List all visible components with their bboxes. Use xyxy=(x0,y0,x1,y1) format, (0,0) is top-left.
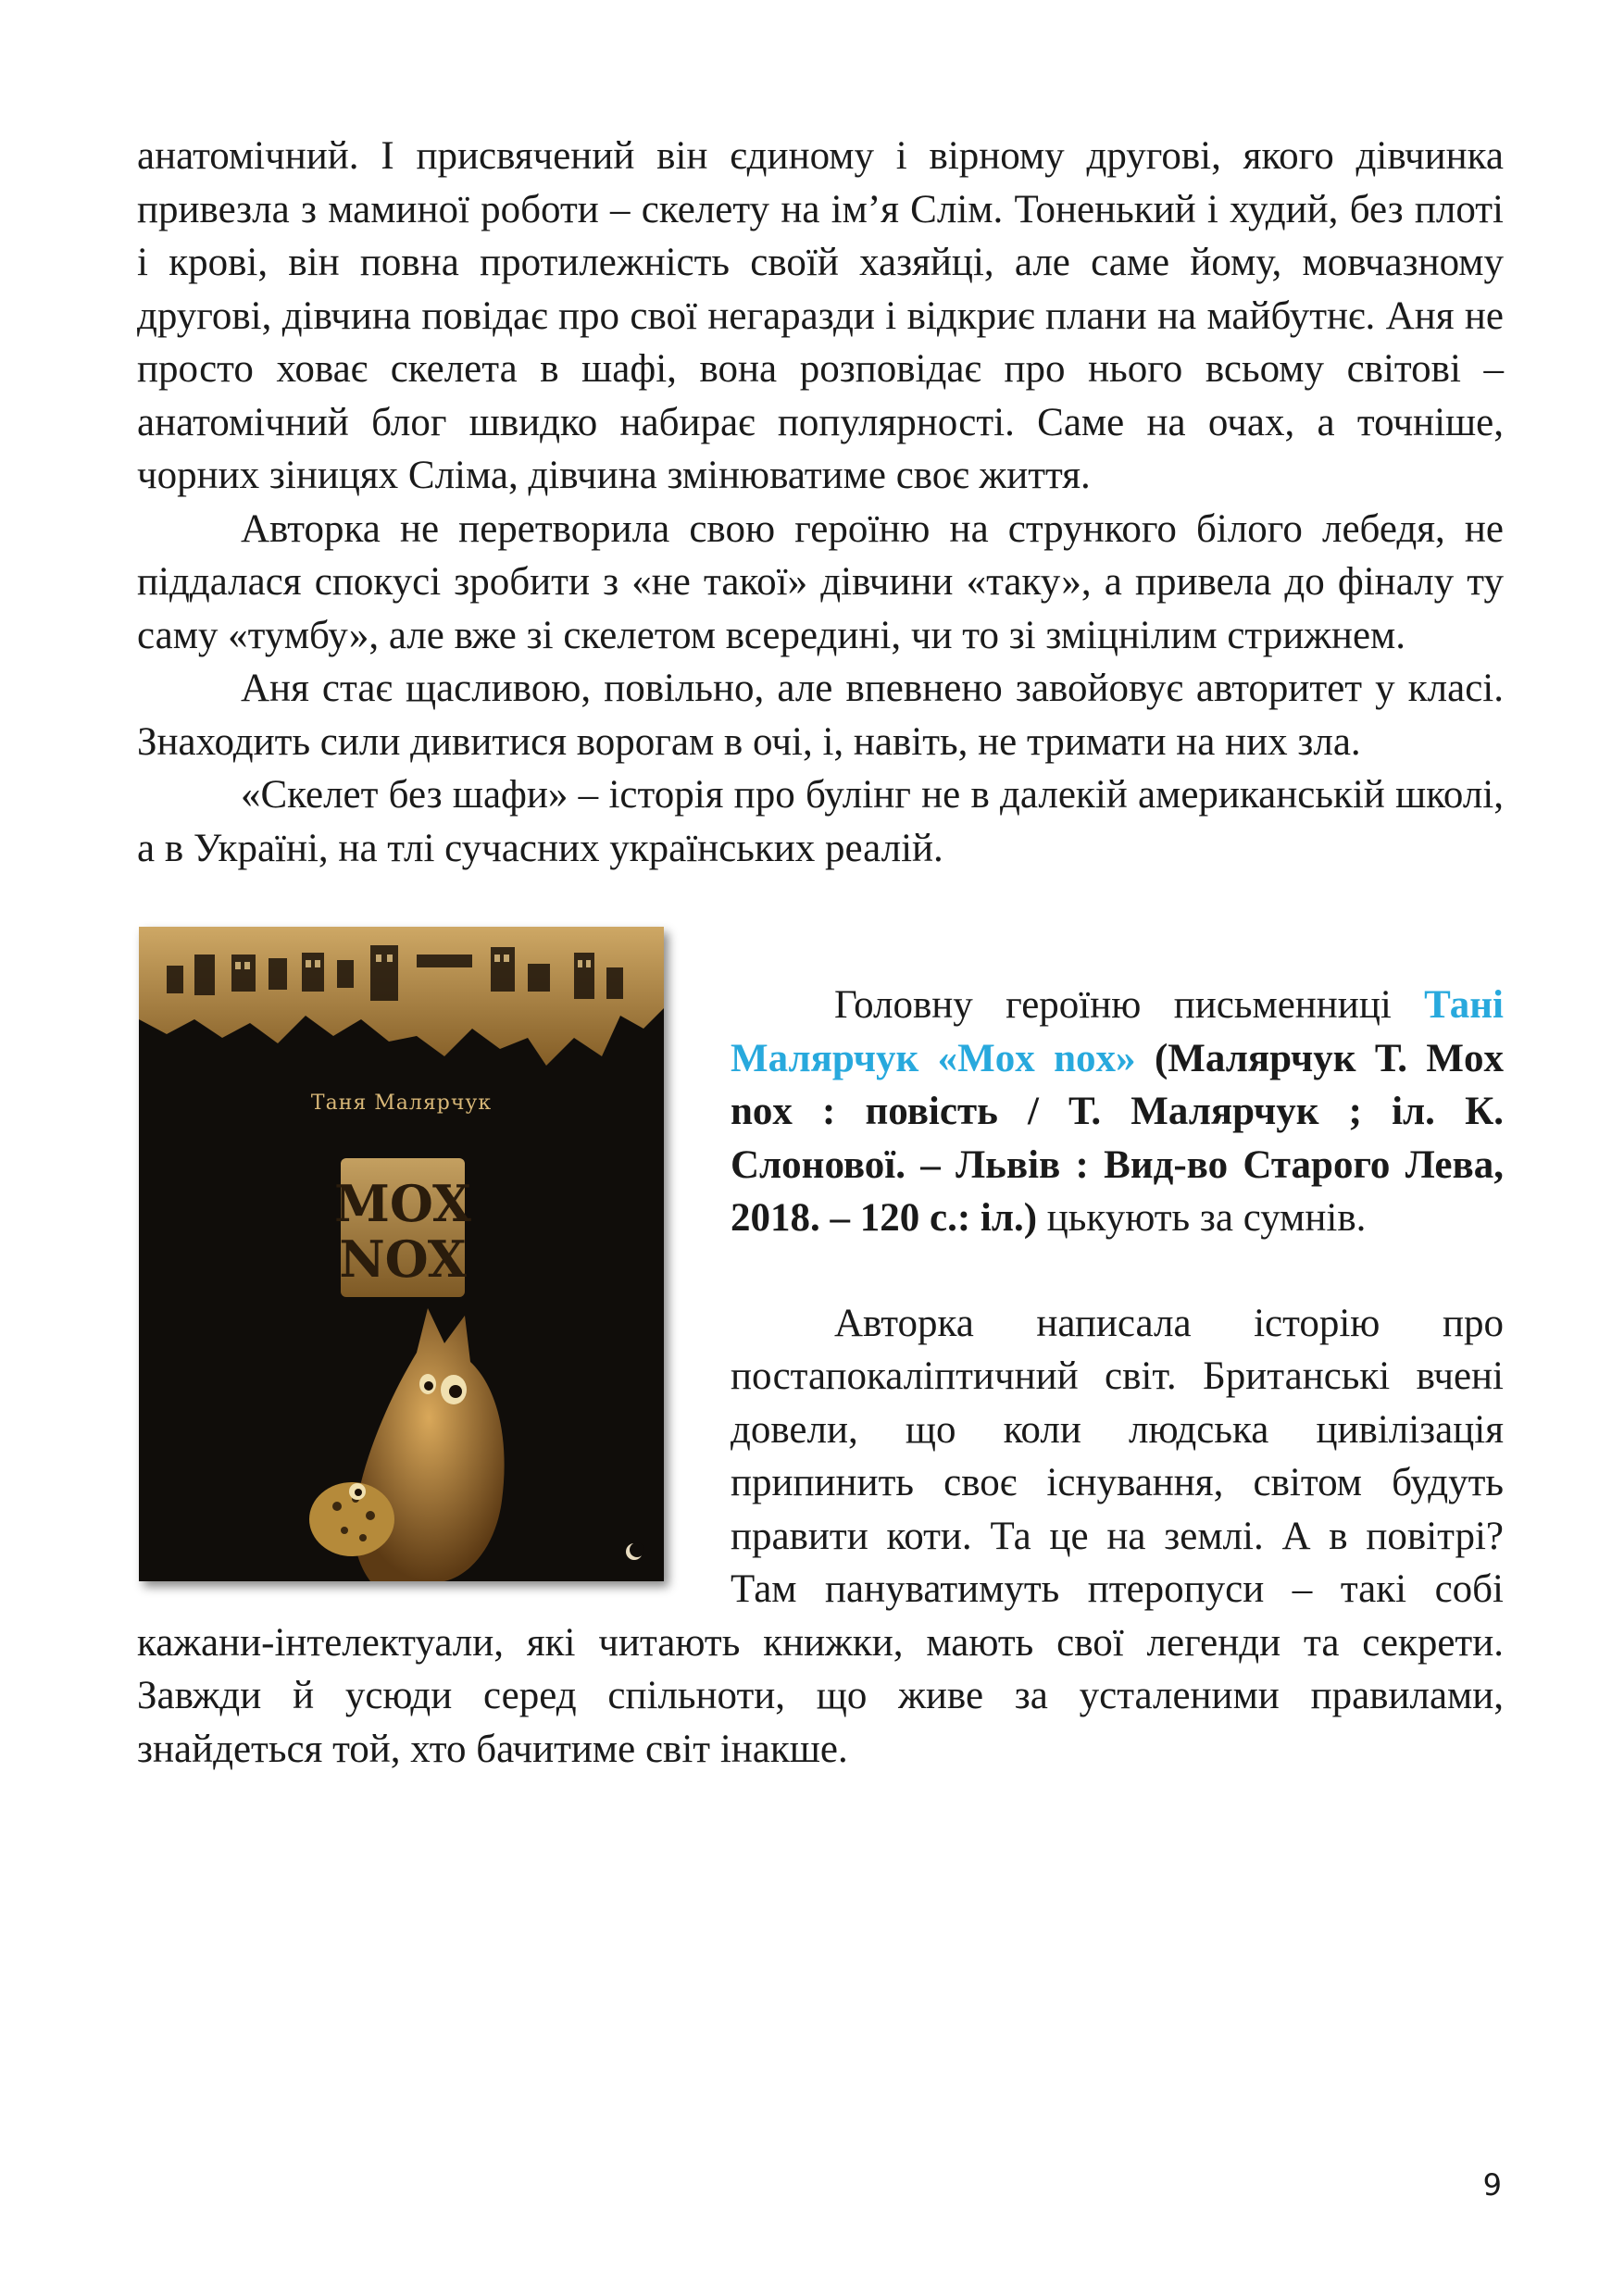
book-cover-image xyxy=(139,927,664,1581)
book-intro-tail: цькують за сумнів. xyxy=(1037,1196,1367,1240)
book-link[interactable]: Тані Малярчук «Mox nox» xyxy=(731,983,1504,1080)
paragraph-1: анатомічний. І присвячений він єдиному і вірному другові, якого дівчинка привезла з маминої роботи – скелету на ім’я Слім. Тоненький і худий, без плоті і крові, він повна протилежність своїй хазяйці, але саме йому, мовчазному другові, дівчина повідає про свої негаразди і відкриє плани на майбутнє. Аня не просто ховає скелета в шафі, вона розповідає про нього всьому світові – анатомічний блог швидко набирає популярності. Саме на очах, а точніше, чорних зіницях Сліма, дівчина змінюватиме своє життя. xyxy=(137,134,1504,497)
book-citation: Малярчук Т. Mox nox : повість / Т. Малярчук ; іл. К. Слонової. – Львів : Вид-во Старого Лева, 2018. – 120 с.: іл.) xyxy=(731,1036,1504,1240)
book-cover-illustration xyxy=(139,927,664,1581)
paragraph-4: «Скелет без шафи» – історія про булінг не в далекій американській школі, а в Україні, на тлі сучасних українських реалій. xyxy=(137,773,1504,870)
citation-open: ( xyxy=(1154,1036,1168,1080)
page-number: 9 xyxy=(1482,2167,1502,2202)
book-section xyxy=(137,921,1504,1776)
paragraph-5: Авторка написала історію про постапокаліптичний світ. Британські вчені довели, що коли людська цивілізація припинить своє існування, світом будуть правити коти. Та це на землі. А в повітрі? Там пануватимуть птеропуси – такі собі кажани-інтелектуали, які читають книжки, мають свої легенди та секрети. Завжди й усюди серед спільноти, що живе за усталеними правилами, знайдеться той, хто бачитиме світ інакше. xyxy=(137,1301,1504,1771)
page-body xyxy=(137,130,1504,1776)
cover-title-line1: MOX xyxy=(334,1174,471,1233)
book-intro-text: Головну героїню письменниці xyxy=(834,983,1392,1027)
cover-title-line2: NOX xyxy=(339,1229,467,1289)
paragraph-2: Авторка не перетворила свою героїню на стрункого білого лебедя, не піддалася спокусі зробити з «не такої» дівчини «таку», а привела до фіналу ту саму «тумбу», але вже зі скелетом всередині, чи то зі зміцнілим стрижнем. xyxy=(137,506,1504,657)
cover-author: Таня Малярчук xyxy=(310,1092,493,1115)
paragraph-3: Аня стає щасливою, повільно, але впевнено завойовує авторитет у класі. Знаходить сили дивитися ворогам в очі, і, навіть, не тримати на них зла. xyxy=(137,667,1504,764)
